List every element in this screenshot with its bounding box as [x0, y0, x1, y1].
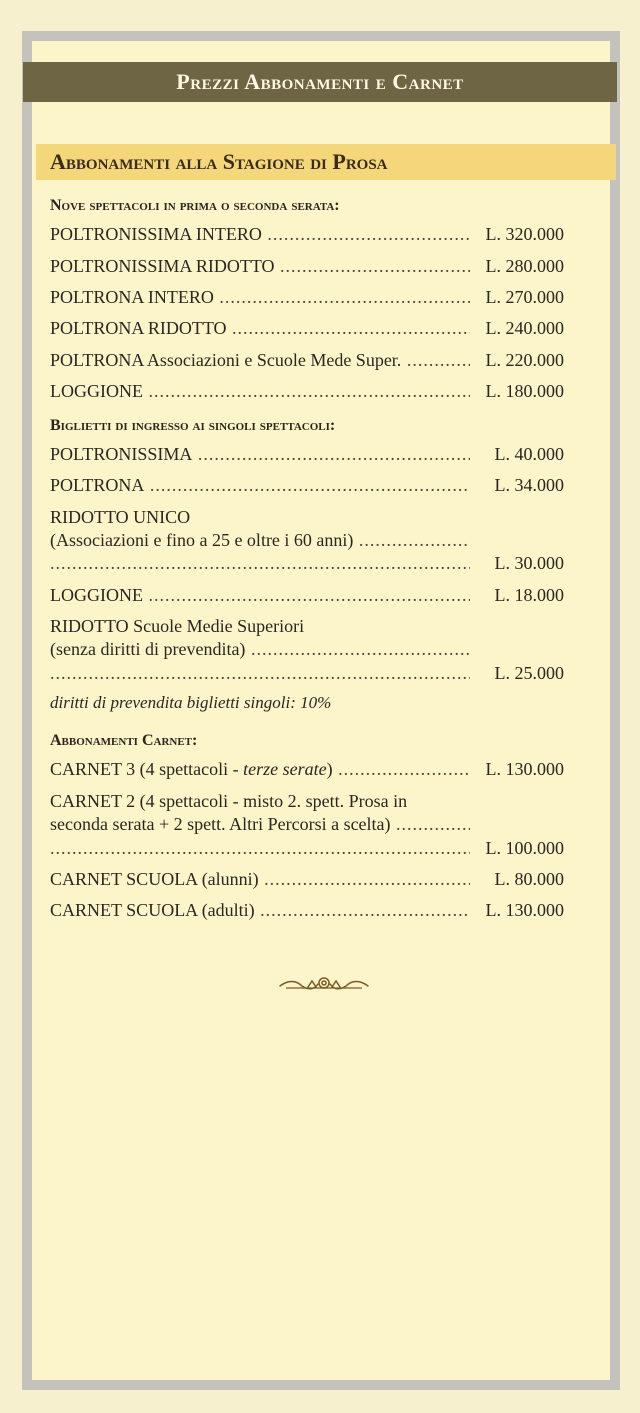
price-value: L. 25.000 — [494, 662, 564, 683]
price-value: L. 34.000 — [494, 475, 564, 496]
price-value: L. 270.000 — [485, 286, 564, 307]
price-row — [50, 380, 564, 403]
price-label: CARNET SCUOLA (adulti) ..... — [50, 899, 470, 922]
price-label: POLTRONA INTERO ..... — [50, 286, 470, 309]
price-label: POLTRONISSIMA RIDOTTO ..... — [50, 255, 470, 278]
price-value: L. 130.000 — [485, 759, 564, 780]
price-row — [50, 584, 564, 607]
price-label-line2: (Associazioni e fino a 25 e oltre i 60 anni) ..... — [50, 529, 470, 552]
price-list — [50, 196, 564, 931]
price-row — [50, 506, 564, 576]
price-row — [50, 790, 564, 860]
price-value: L. 40.000 — [494, 443, 564, 464]
price-label-end: ) — [326, 759, 333, 780]
price-label-line1: RIDOTTO Scuole Medie Superiori — [50, 616, 305, 637]
price-label — [50, 790, 470, 860]
price-value: L. 320.000 — [485, 224, 564, 245]
price-label — [50, 615, 470, 685]
price-label-main: CARNET 3 (4 spettacoli - — [50, 759, 244, 780]
price-row — [50, 255, 564, 278]
price-label-italic: terze serate — [243, 759, 327, 780]
price-label: POLTRONISSIMA INTERO ..... — [50, 223, 470, 246]
page-title: Prezzi Abbonamenti e Carnet — [176, 69, 464, 94]
price-value: L. 130.000 — [485, 900, 564, 921]
price-label: POLTRONA ..... — [50, 474, 470, 497]
price-row — [50, 758, 564, 781]
price-value: L. 18.000 — [494, 584, 564, 605]
price-row — [50, 349, 564, 372]
price-value: L. 220.000 — [485, 349, 564, 370]
price-label: CARNET SCUOLA (alunni) ..... — [50, 868, 470, 891]
decorative-flourish-icon — [278, 972, 370, 996]
price-value: L. 180.000 — [485, 381, 564, 402]
price-label: POLTRONA RIDOTTO ..... — [50, 317, 470, 340]
price-row — [50, 868, 564, 891]
price-label — [50, 506, 470, 576]
price-row — [50, 443, 564, 466]
group-title: Abbonamenti Carnet: — [50, 732, 198, 750]
price-label: POLTRONA Associazioni e Scuole Mede Super. ..... — [50, 349, 470, 372]
price-row — [50, 286, 564, 309]
price-row — [50, 223, 564, 246]
price-value: L. 280.000 — [485, 255, 564, 276]
price-value: L. 30.000 — [494, 553, 564, 574]
price-row — [50, 899, 564, 922]
price-row — [50, 317, 564, 340]
price-value: L. 240.000 — [485, 318, 564, 339]
price-label-line2: seconda serata + 2 spett. Altri Percorsi a scelta) ..... — [50, 813, 470, 836]
group-title: Biglietti di ingresso ai singoli spettacoli: — [50, 416, 336, 434]
price-label: LOGGIONE ..... — [50, 380, 470, 403]
price-label: LOGGIONE ..... — [50, 584, 470, 607]
price-label-line1: RIDOTTO UNICO — [50, 506, 191, 527]
section-header — [36, 144, 616, 180]
price-row — [50, 474, 564, 497]
price-label-line2: (senza diritti di prevendita) ..... — [50, 638, 470, 661]
page-title-bar — [23, 62, 617, 102]
price-label — [50, 758, 470, 781]
price-value: L. 100.000 — [485, 837, 564, 858]
price-label: POLTRONISSIMA ..... — [50, 443, 470, 466]
presale-note: diritti di prevendita biglietti singoli: 10% — [50, 693, 332, 713]
price-label-line1: CARNET 2 (4 spettacoli - misto 2. spett. Prosa in — [50, 790, 408, 811]
price-row — [50, 615, 564, 685]
group-carnet — [50, 731, 564, 923]
group-title: Nove spettacoli in prima o seconda serata: — [50, 197, 340, 214]
group-single-tickets — [50, 416, 564, 714]
section-title: Abbonamenti alla Stagione di Prosa — [50, 149, 388, 174]
price-value: L. 80.000 — [494, 868, 564, 889]
group-season-tickets — [50, 196, 564, 404]
